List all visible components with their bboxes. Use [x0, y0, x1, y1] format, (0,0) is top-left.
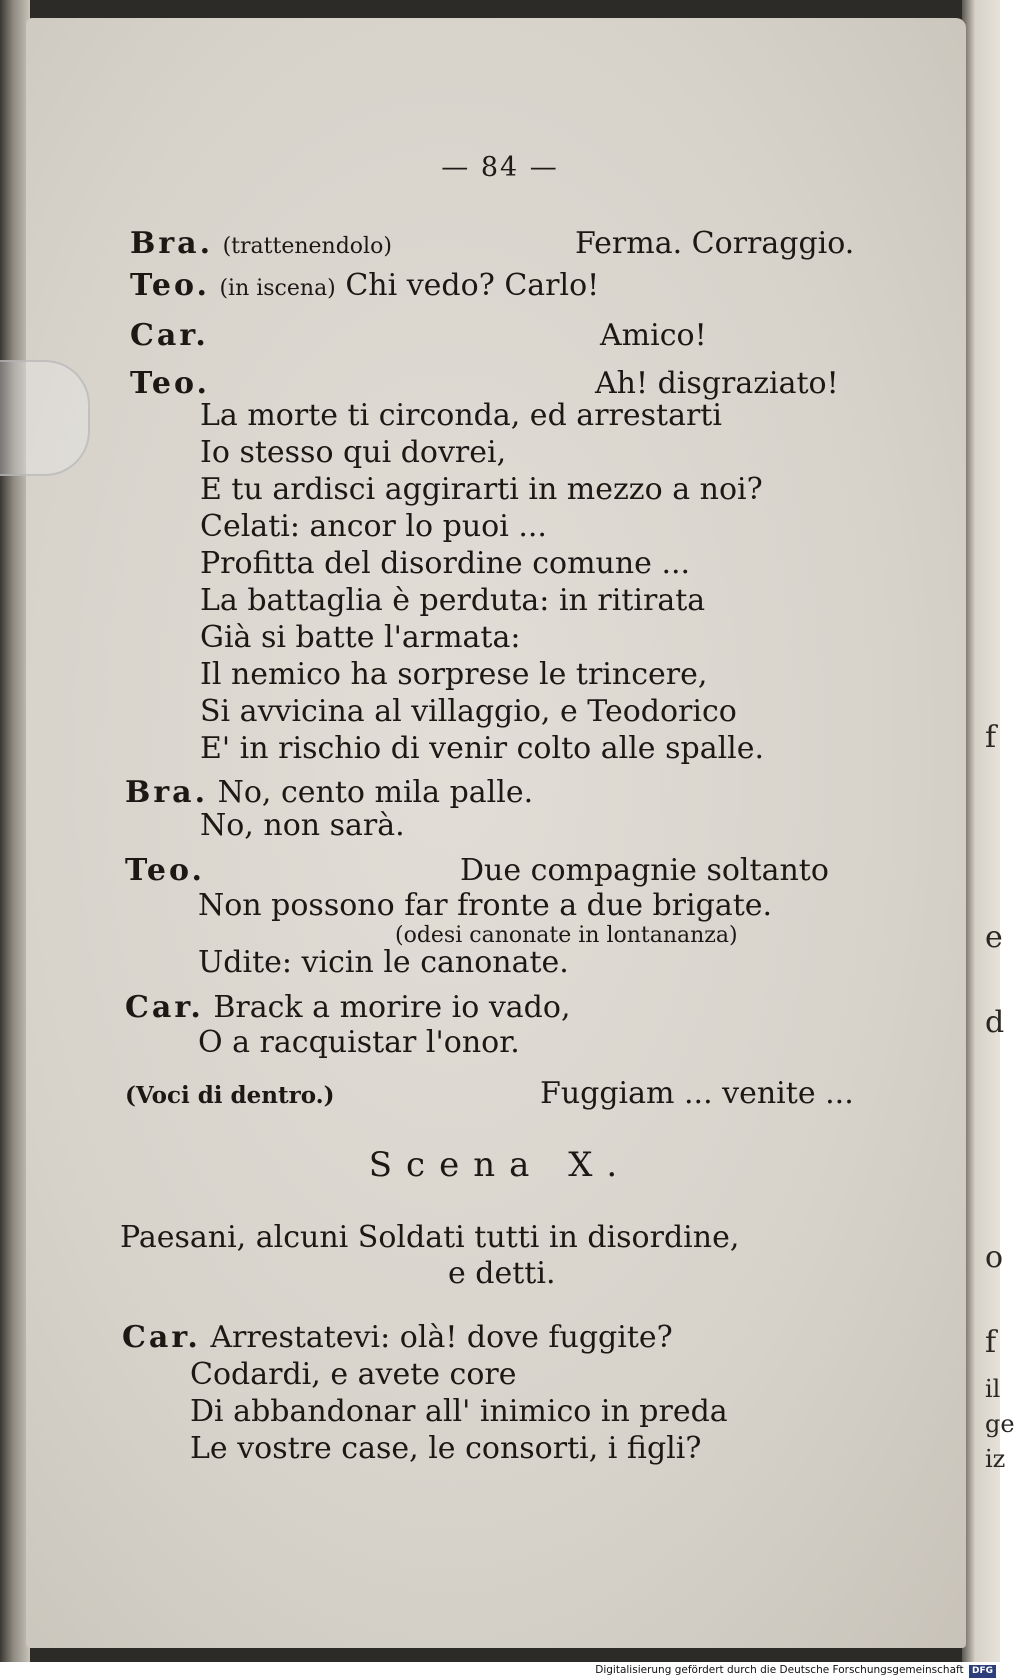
verse-line: Si avvicina al villaggio, e Teodorico	[200, 694, 737, 729]
dialogue-line	[130, 318, 209, 353]
bookmark-tab	[0, 360, 90, 476]
dialogue-line	[125, 775, 533, 810]
dialogue-text: Ferma. Corraggio.	[575, 226, 855, 261]
verse-line: La morte ti circonda, ed arrestarti	[200, 398, 722, 433]
verse-line: La battaglia è perduta: in ritirata	[200, 583, 706, 618]
dialogue-text: Due compagnie soltanto	[460, 853, 829, 888]
dialogue-text: Amico!	[600, 318, 707, 353]
stage-direction: (odesi canonate in lontananza)	[395, 923, 738, 948]
dialogue-line	[125, 990, 570, 1025]
speaker-label: Bra.	[125, 775, 209, 810]
dialogue-text: Chi vedo? Carlo!	[345, 268, 600, 303]
dialogue-line	[130, 226, 392, 261]
speaker-label: Teo.	[130, 366, 210, 401]
verse-line: Il nemico ha sorprese le trincere,	[200, 657, 708, 692]
facing-page-letter: o	[985, 1240, 1004, 1275]
speaker-label: Car.	[125, 990, 204, 1025]
stage-direction: (in iscena)	[219, 276, 336, 301]
dialogue-line	[125, 853, 205, 888]
credit-text: Digitalisierung gefördert durch die Deutsche Forschungsgemeinschaft	[595, 1664, 964, 1676]
verse-line: Di abbandonar all' inimico in preda	[190, 1394, 728, 1429]
speaker-label: Car.	[122, 1320, 201, 1355]
speaker-label: Bra.	[130, 226, 214, 261]
digitization-credit	[0, 1662, 1000, 1679]
verse-line: Le vostre case, le consorti, i figli?	[190, 1431, 702, 1466]
facing-page-letter: d	[985, 1005, 1005, 1040]
facing-page-letter: il	[985, 1375, 1001, 1403]
dialogue-text: Fuggiam ... venite ...	[540, 1076, 854, 1111]
verse-line: O a racquistar l'onor.	[198, 1025, 520, 1060]
verse-line: Già si batte l'armata:	[200, 620, 521, 655]
verse-line: Udite: vicin le canonate.	[198, 945, 569, 980]
verse-line: Profitta del disordine comune ...	[200, 546, 691, 581]
stage-direction: (Voci di dentro.)	[125, 1082, 335, 1109]
stage-direction: (trattenendolo)	[222, 234, 392, 259]
dialogue-line	[125, 1076, 335, 1111]
dialogue-text: Brack a morire io vado,	[213, 990, 571, 1025]
dialogue-text: No, cento mila palle.	[217, 775, 534, 810]
speaker-label: Teo.	[130, 268, 210, 303]
facing-page-letter: f	[985, 720, 997, 755]
dfg-logo: DFG	[969, 1665, 996, 1678]
verse-line: No, non sarà.	[200, 808, 405, 843]
scene-stage-direction: e detti.	[448, 1256, 556, 1291]
scene-heading: Scena X.	[368, 1145, 632, 1185]
verse-line: E' in rischio di venir colto alle spalle.	[200, 731, 765, 766]
speaker-label: Car.	[130, 318, 209, 353]
page-number: — 84 —	[441, 152, 559, 183]
dialogue-text: Arrestatevi: olà! dove fuggite?	[210, 1320, 673, 1355]
speaker-label: Teo.	[125, 853, 205, 888]
verse-line: Io stesso qui dovrei,	[200, 435, 507, 470]
dialogue-line	[130, 366, 210, 401]
facing-page-letter: f	[985, 1325, 997, 1360]
verse-line: E tu ardisci aggirarti in mezzo a noi?	[200, 472, 763, 507]
scene-stage-direction: Paesani, alcuni Soldati tutti in disordine,	[120, 1220, 740, 1255]
dialogue-line	[130, 268, 599, 303]
verse-line: Non possono far fronte a due brigate.	[198, 888, 773, 923]
verse-line: Celati: ancor lo puoi ...	[200, 509, 547, 544]
facing-page-letter: iz	[985, 1445, 1006, 1473]
facing-page-letter: e	[985, 920, 1003, 955]
dialogue-line	[122, 1320, 673, 1355]
verse-line: Codardi, e avete core	[190, 1357, 517, 1392]
facing-page-letter: ge	[985, 1410, 1015, 1438]
dialogue-text: Ah! disgraziato!	[595, 366, 839, 401]
